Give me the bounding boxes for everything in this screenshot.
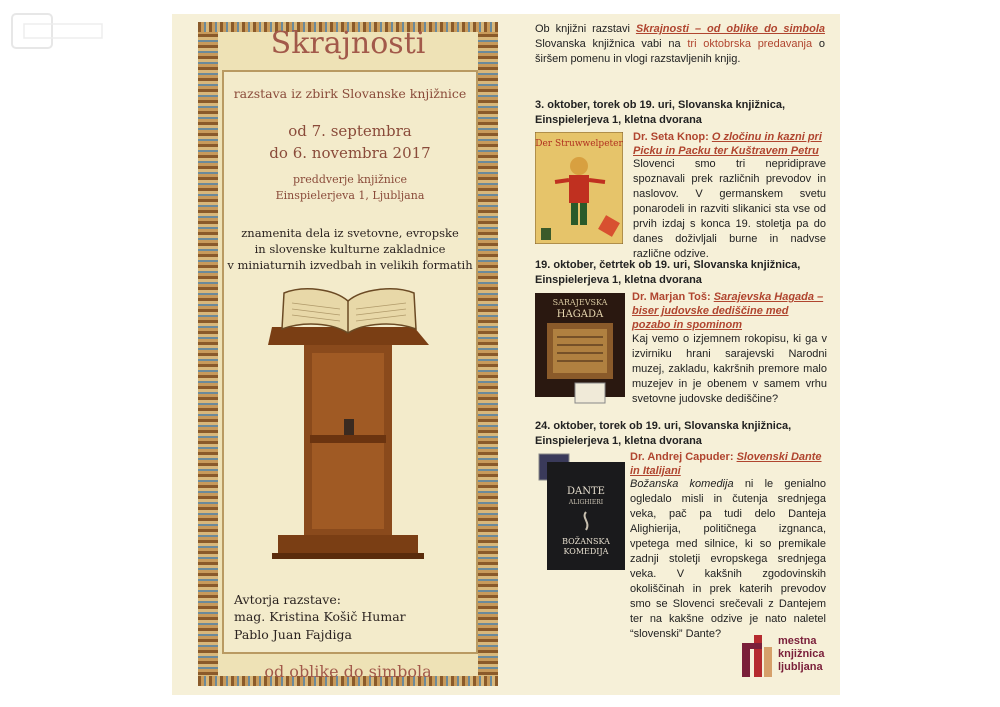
event-3-title[interactable]: Dr. Andrej Capuder: Slovenski Dante in Italijani [630, 451, 822, 477]
svg-text:BOŽANSKA: BOŽANSKA [562, 537, 610, 546]
exhibit-title-link[interactable]: Skrajnosti – od oblike do simbola [635, 23, 825, 35]
event-2-title[interactable]: Dr. Marjan Toš: Sarajevska Hagada – biser judovske dediščine med pozabo in spominom [632, 291, 824, 331]
poster-subtitle: razstava iz zbirk Slovanske knjižnice [233, 86, 467, 101]
poster-venue-1: preddverje knjižnice [292, 173, 408, 186]
svg-text:ALIGHIERI: ALIGHIERI [568, 499, 604, 506]
svg-text:Der Struwwelpeter: Der Struwwelpeter [535, 139, 623, 149]
svg-text:DANTE: DANTE [567, 486, 605, 497]
poster-desc-3: v miniaturnih izvedbah in velikih formatih [227, 258, 473, 272]
poster-footer: od oblike do simbola [264, 662, 432, 681]
poster-border-right [478, 22, 498, 686]
struwwelpeter-cover-image [535, 132, 623, 244]
poster-author-2: Pablo Juan Fajdiga [234, 627, 352, 642]
lectern-with-book-image [264, 287, 434, 562]
event-2-body: Kaj vemo o izjemnem rokopisu, ki ga v izvirniku hrani sarajevski Narodni muzej, zakladu, kakršnih premore malo muzejev in je obenem v samem vrhu svetovne judovske dediščine? [632, 333, 827, 405]
poster-venue-2: Einspielerjeva 1, Ljubljana [275, 189, 425, 202]
event-1-heading: 3. oktober, torek ob 19. uri, Slovanska knjižnica, Einspielerjeva 1, kletna dvorana [535, 99, 786, 126]
poster-date-from: od 7. septembra [288, 122, 412, 140]
event-3-body-top: Božanska komedija ni le genialno ogledalo misli in čutenja srednjega veka, pač pa tudi delo Danteja Alighierija, političnega izgnanca, vpetega med silnice, ki so premikale zadnji stoletji evropskega srednjega veka. V kakšnih zgodovinskih okoliščinah in prek katerih prevodov smo se Slovenci srečevali z Dantejem ter na kakšne odzive je nato naletel “slovenski” Dante? [630, 478, 827, 640]
poster-date-to: do 6. novembra 2017 [269, 144, 431, 162]
poster-author-1: mag. Kristina Košič Humar [234, 609, 406, 624]
intro-paragraph: Ob knjižni razstavi Skrajnosti – od oblike do simbola Slovanska knjižnica vabi na tri oktobrska predavanja o širšem pomenu in vlogi razstavljenih knjig. [535, 23, 825, 65]
watermark-logo [10, 12, 105, 52]
event-3-heading: 24. oktober, torek ob 19. uri, Slovanska knjižnica, Einspielerjeva 1, kletna dvorana [535, 420, 792, 447]
poster-desc-2: in slovenske kulturne zakladnice [254, 242, 446, 256]
sarajevska-hagada-cover-image [535, 293, 625, 405]
lectures-highlight: tri oktobrska predavanja [687, 38, 813, 50]
event-2-heading: 19. oktober, četrtek ob 19. uri, Slovanska knjižnica, Einspielerjeva 1, kletna dvorana [535, 259, 801, 286]
poster-authors-label: Avtorja razstave: [234, 592, 341, 607]
poster-title: Skrajnosti [270, 26, 426, 61]
event-1-body: Slovenci smo tri nepridiprave spoznavali prek različnih prevodov in naslovov. V germanskem svetu ponarodeli in razviti slikanici sta vse od prvih izdaj s konca 19. stoletja pa do danes doživljali burne in nadvse različne odzive. [633, 158, 826, 260]
poster-desc-1: znamenita dela iz svetovne, evropske [241, 226, 459, 240]
mkl-logo-text: mestna knjižnica ljubljana [778, 635, 825, 673]
poster-inner-panel [222, 70, 478, 654]
svg-text:KOMEDIJA: KOMEDIJA [563, 547, 609, 556]
svg-text:SARAJEVSKA: SARAJEVSKA [552, 298, 608, 307]
bozanska-komedija-cover-image [535, 452, 627, 572]
svg-text:HAGADA: HAGADA [556, 309, 604, 320]
mkl-logo-icon [740, 633, 774, 679]
event-1-title[interactable]: Dr. Seta Knop: O zločinu in kazni pri Picku in Packu ter Kuštravem Petru [633, 131, 822, 157]
poster-border-left [198, 22, 218, 686]
